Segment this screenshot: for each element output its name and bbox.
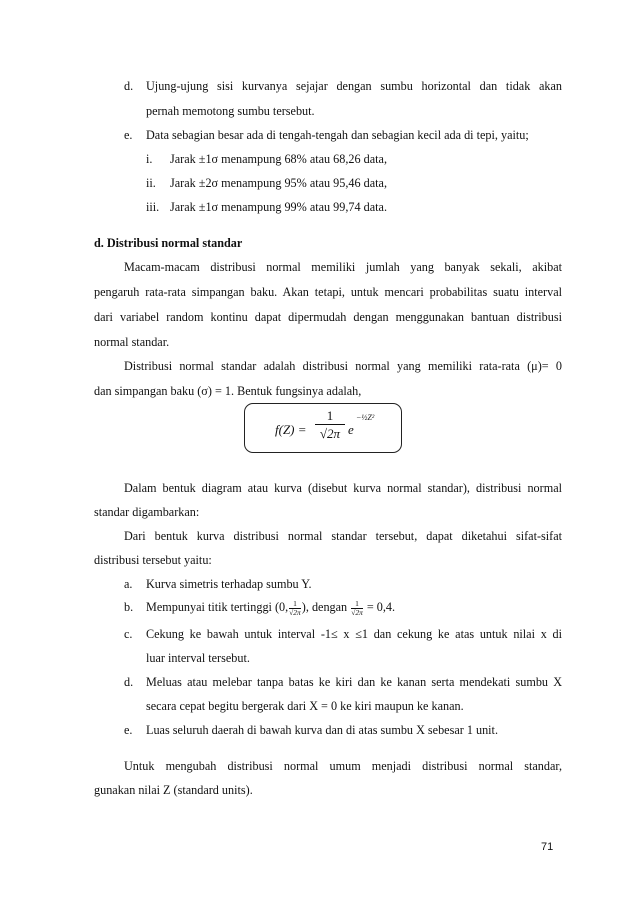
formula-lhs: f(Z) = (275, 422, 307, 437)
prop-b (146, 597, 395, 617)
paragraph4-line2: distribusi tersebut yaitu: (94, 553, 212, 567)
prop-marker-e: e. (124, 723, 133, 737)
page-number: 71 (541, 841, 554, 853)
sublist-marker-i: i. (146, 152, 153, 166)
paragraph5-line2: gunakan nilai Z (standard units). (94, 783, 253, 797)
list-item-e-line1: Data sebagian besar ada di tengah-tengah dan sebagian kecil ada di tepi, yaitu; (146, 128, 529, 142)
prop-marker-d: d. (124, 675, 134, 689)
prop-marker-a: a. (124, 577, 133, 591)
prop-b-fraction-1 (289, 600, 301, 617)
paragraph1-line1: Macam-macam distribusi normal memiliki jumlah yang banyak sekali, akibat (124, 260, 562, 274)
prop-c-line2: luar interval tersebut. (146, 651, 250, 665)
prop-d-line2: secara cepat begitu bergerak dari X = 0 ke kiri maupun ke kanan. (146, 699, 464, 713)
paragraph4-line1: Dari bentuk kurva distribusi normal standar tersebut, dapat diketahui sifat-sifat (124, 529, 562, 543)
formula-numerator: 1 (326, 408, 334, 423)
prop-b-pre: Mempunyai titik tertinggi (0, (146, 600, 289, 614)
paragraph3-line2: standar digambarkan: (94, 505, 200, 519)
paragraph1-line3: dari variabel random kontinu dapat dipermudah dengan menggunakan bantuan distribusi (94, 310, 562, 324)
prop-d-line1: Meluas atau melebar tanpa batas ke kiri dan ke kanan serta mendekati sumbu X (146, 675, 562, 689)
sublist-marker-ii: ii. (146, 176, 156, 190)
prop-b-frac2-den: √2π (351, 607, 363, 617)
section-heading: d. Distribusi normal standar (94, 236, 243, 250)
prop-a: Kurva simetris terhadap sumbu Y. (146, 577, 312, 591)
paragraph1-line4: normal standar. (94, 335, 170, 349)
sublist-marker-iii: iii. (146, 200, 160, 214)
prop-b-fraction-2 (351, 600, 363, 617)
formula-exponent: −½Z² (356, 413, 375, 422)
prop-b-frac2-num: 1 (355, 598, 359, 608)
formula-denominator: √2π (319, 426, 341, 441)
paragraph5-line1: Untuk mengubah distribusi normal umum menjadi distribusi normal standar, (124, 759, 562, 773)
prop-c-line1: Cekung ke bawah untuk interval -1≤ x ≤1 dan cekung ke atas untuk nilai x di (146, 627, 562, 641)
formula-base: e (348, 422, 354, 437)
prop-b-mid: ), dengan (301, 600, 348, 614)
prop-marker-c: c. (124, 627, 133, 641)
list-marker-d: d. (124, 79, 134, 93)
prop-marker-b: b. (124, 600, 134, 614)
formula-box (244, 403, 402, 453)
formula-fraction (315, 408, 345, 442)
prop-b-post: = 0,4. (366, 600, 396, 614)
sublist-item-iii: Jarak ±1σ menampung 99% atau 99,74 data. (170, 200, 388, 214)
paragraph2-line2: dan simpangan baku (σ) = 1. Bentuk fungsinya adalah, (94, 384, 362, 398)
paragraph3-line1: Dalam bentuk diagram atau kurva (disebut kurva normal standar), distribusi normal (124, 481, 562, 495)
sublist-item-i: Jarak ±1σ menampung 68% atau 68,26 data, (170, 152, 388, 166)
list-marker-e: e. (124, 128, 133, 142)
list-item-d-line2: pernah memotong sumbu tersebut. (146, 104, 315, 118)
prop-e: Luas seluruh daerah di bawah kurva dan di atas sumbu X sebesar 1 unit. (146, 723, 498, 737)
prop-b-frac1-num: 1 (293, 598, 297, 608)
list-item-d-line1: Ujung-ujung sisi kurvanya sejajar dengan sumbu horizontal dan tidak akan (146, 79, 562, 93)
prop-b-frac1-den: √2π (289, 607, 301, 617)
sublist-item-ii: Jarak ±2σ menampung 95% atau 95,46 data, (170, 176, 388, 190)
paragraph2-line1: Distribusi normal standar adalah distribusi normal yang memiliki rata-rata (μ)= 0 (124, 359, 562, 373)
paragraph1-line2: pengaruh rata-rata simpangan baku. Akan tetapi, untuk mencari probabilitas suatu interval (94, 285, 562, 299)
